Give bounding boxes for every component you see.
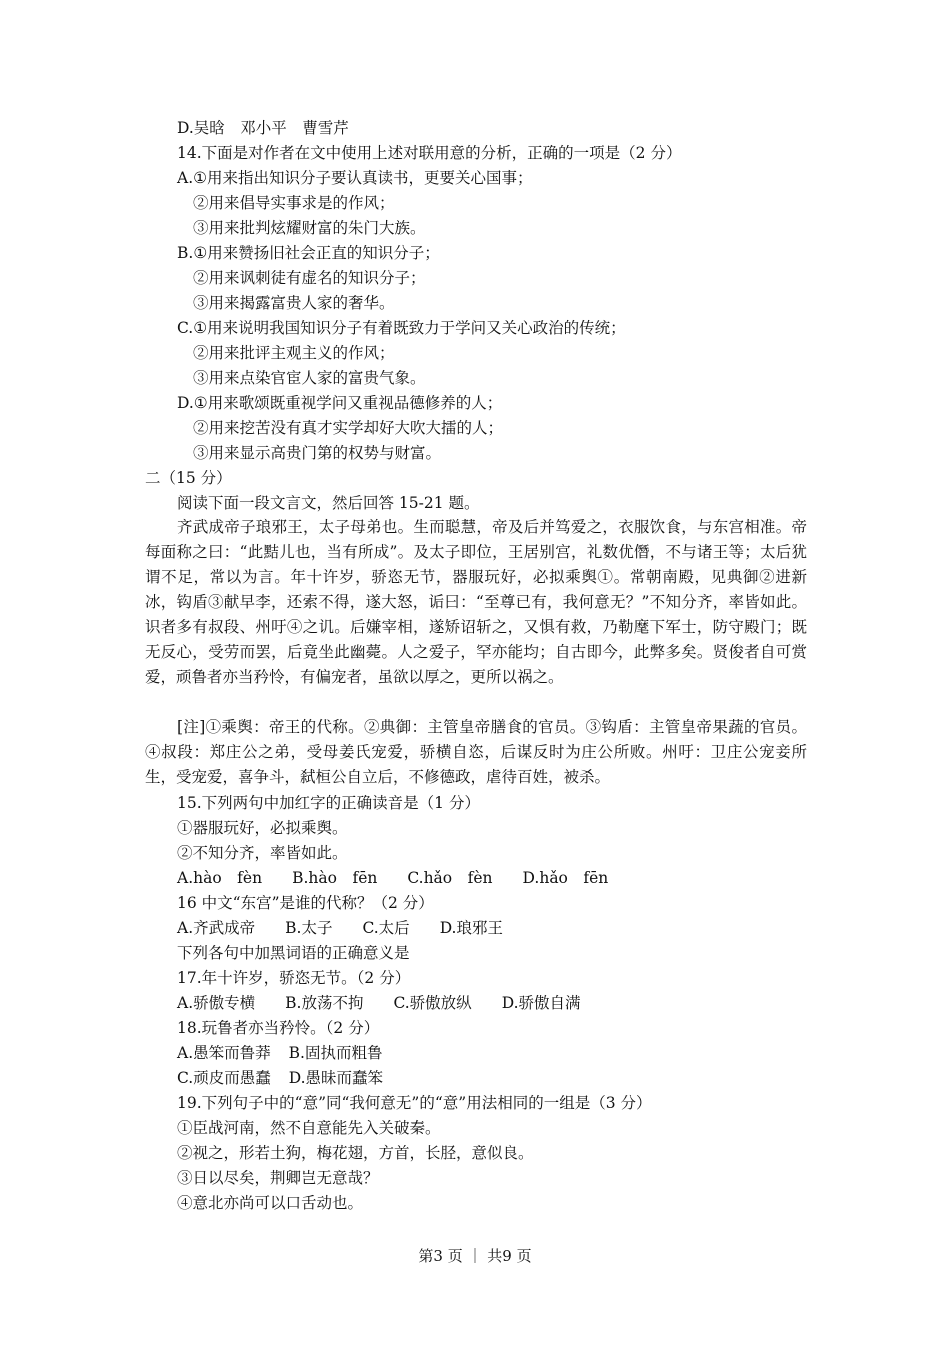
q18-options-row1 — [177, 1043, 412, 1063]
q16-stem: 16 中文“东宫”是谁的代称？（2 分） — [177, 894, 434, 912]
q14-b-1: B.①用来赞扬旧社会正直的知识分子； — [177, 244, 440, 262]
q14-c-2: ②用来批评主观主义的作风； — [193, 344, 395, 362]
q18-option-a: A.愚笨而鲁莽 — [177, 1044, 271, 1062]
q17-option-a: A.骄傲专横 — [177, 994, 256, 1012]
classical-passage: 齐武成帝子琅邪王，太子母弟也。生而聪慧，帝及后并笃爱之，衣服饮食，与东宫相准。帝每面称之曰：“此黠儿也，当有所成”。及太子即位，王居别宫，礼数优僭，不与诸王等；太后犹谓不足，常以为言。年十许岁，骄恣无节，器服玩好，必拟乘舆①。常朝南殿，见典御②进新冰，钩盾③献早李，还索不得，遂大怒，诟曰：“至尊已有，我何意无？”不知分齐，率皆如此。识者多有叔段、州吁④之讥。后嫌宰相，遂矫诏斩之，又惧有救，乃勒麾下军士，防守殿门；既无反心，受劳而罢，后竟坐此幽薨。人之爱子，罕亦能均；自古即今，此弊多矣。贤俊者自可赏爱，顽鲁者亦当矜怜，有偏宠者，虽欲以厚之，更所以祸之。 — [145, 518, 807, 686]
q19-item-3: ③日以尽矣，荆卿岂无意哉？ — [177, 1169, 379, 1187]
q15-sentence-2: ②不知分齐，率皆如此。 — [177, 844, 348, 862]
q14-c-1: C.①用来说明我国知识分子有着既致力于学问又关心政治的传统； — [177, 319, 626, 337]
q16-options — [177, 918, 533, 938]
q19-item-1: ①臣战河南，然不自意能先入关破秦。 — [177, 1119, 441, 1137]
q14-b-3: ③用来揭露富贵人家的奢华。 — [193, 294, 395, 312]
q15-option-d: D.hǎo fēn — [522, 869, 609, 887]
q14-a-3: ③用来批判炫耀财富的朱门大族。 — [193, 219, 426, 237]
q14-stem: 14.下面是对作者在文中使用上述对联用意的分析，正确的一项是（2 分） — [177, 144, 682, 162]
q15-sentence-1: ①器服玩好，必拟乘舆。 — [177, 819, 348, 837]
q18-options-row2 — [177, 1068, 413, 1088]
q19-stem: 19.下列句子中的“意”同“我何意无”的“意”用法相同的一组是（3 分） — [177, 1094, 652, 1112]
q15-option-c: C.hǎo fèn — [407, 869, 493, 887]
q17-intro: 下列各句中加黑词语的正确意义是 — [177, 944, 410, 962]
q18-option-c: C.顽皮而愚蠢 — [177, 1069, 271, 1087]
section2-intro: 阅读下面一段文言文，然后回答 15-21 题。 — [177, 494, 480, 512]
q17-options — [177, 993, 611, 1013]
q19-item-4: ④意北亦尚可以口舌动也。 — [177, 1194, 364, 1212]
q14-a-1: A.①用来指出知识分子要认真读书，更要关心国事； — [177, 169, 533, 187]
q18-stem: 18.玩鲁者亦当矜怜。（2 分） — [177, 1019, 380, 1037]
q19-item-2: ②视之，形若土狗，梅花翅，方首，长胫，意似良。 — [177, 1144, 534, 1162]
q14-d-1: D.①用来歌颂既重视学问又重视品德修养的人； — [177, 394, 503, 412]
section2-heading: 二（15 分） — [145, 469, 232, 487]
q17-option-c: C.骄傲放纵 — [393, 994, 472, 1012]
q16-option-a: A.齐武成帝 — [177, 919, 256, 937]
q15-option-b: B.hào fēn — [292, 869, 378, 887]
q17-stem: 17.年十许岁，骄恣无节。（2 分） — [177, 969, 411, 987]
q16-option-b: B.太子 — [285, 919, 333, 937]
page-footer: 第3 页 ｜ 共9 页 — [418, 1247, 532, 1265]
q14-a-2: ②用来倡导实事求是的作风； — [193, 194, 395, 212]
passage-notes: [注]①乘舆：帝王的代称。②典御：主管皇帝膳食的官员。③钩盾：主管皇帝果蔬的官员。④叔段：郑庄公之弟，受母姜氏宠爱，骄横自恣，后谋反时为庄公所败。州吁：卫庄公宠妾所生，受宠爱，喜争斗，弑桓公自立后，不修德政，虐待百姓，被杀。 — [145, 718, 807, 786]
q15-options — [177, 868, 638, 888]
q14-d-2: ②用来挖苦没有真才实学却好大吹大擂的人； — [193, 419, 504, 437]
q18-option-b: B.固执而粗鲁 — [288, 1044, 383, 1062]
q17-option-d: D.骄傲自满 — [501, 994, 581, 1012]
q16-option-c: C.太后 — [362, 919, 410, 937]
q15-stem: 15.下列两句中加红字的正确读音是（1 分） — [177, 794, 480, 812]
q14-d-3: ③用来显示高贵门第的权势与财富。 — [193, 444, 442, 462]
q17-option-b: B.放荡不拘 — [285, 994, 364, 1012]
q13-option-d: D.吴晗 邓小平 曹雪芹 — [177, 119, 349, 137]
q15-option-a: A.hào fèn — [177, 869, 263, 887]
q18-option-d: D.愚昧而蠢笨 — [288, 1069, 384, 1087]
q14-c-3: ③用来点染官宦人家的富贵气象。 — [193, 369, 426, 387]
q16-option-d: D.琅邪王 — [439, 919, 503, 937]
q14-b-2: ②用来讽刺徒有虚名的知识分子； — [193, 269, 426, 287]
